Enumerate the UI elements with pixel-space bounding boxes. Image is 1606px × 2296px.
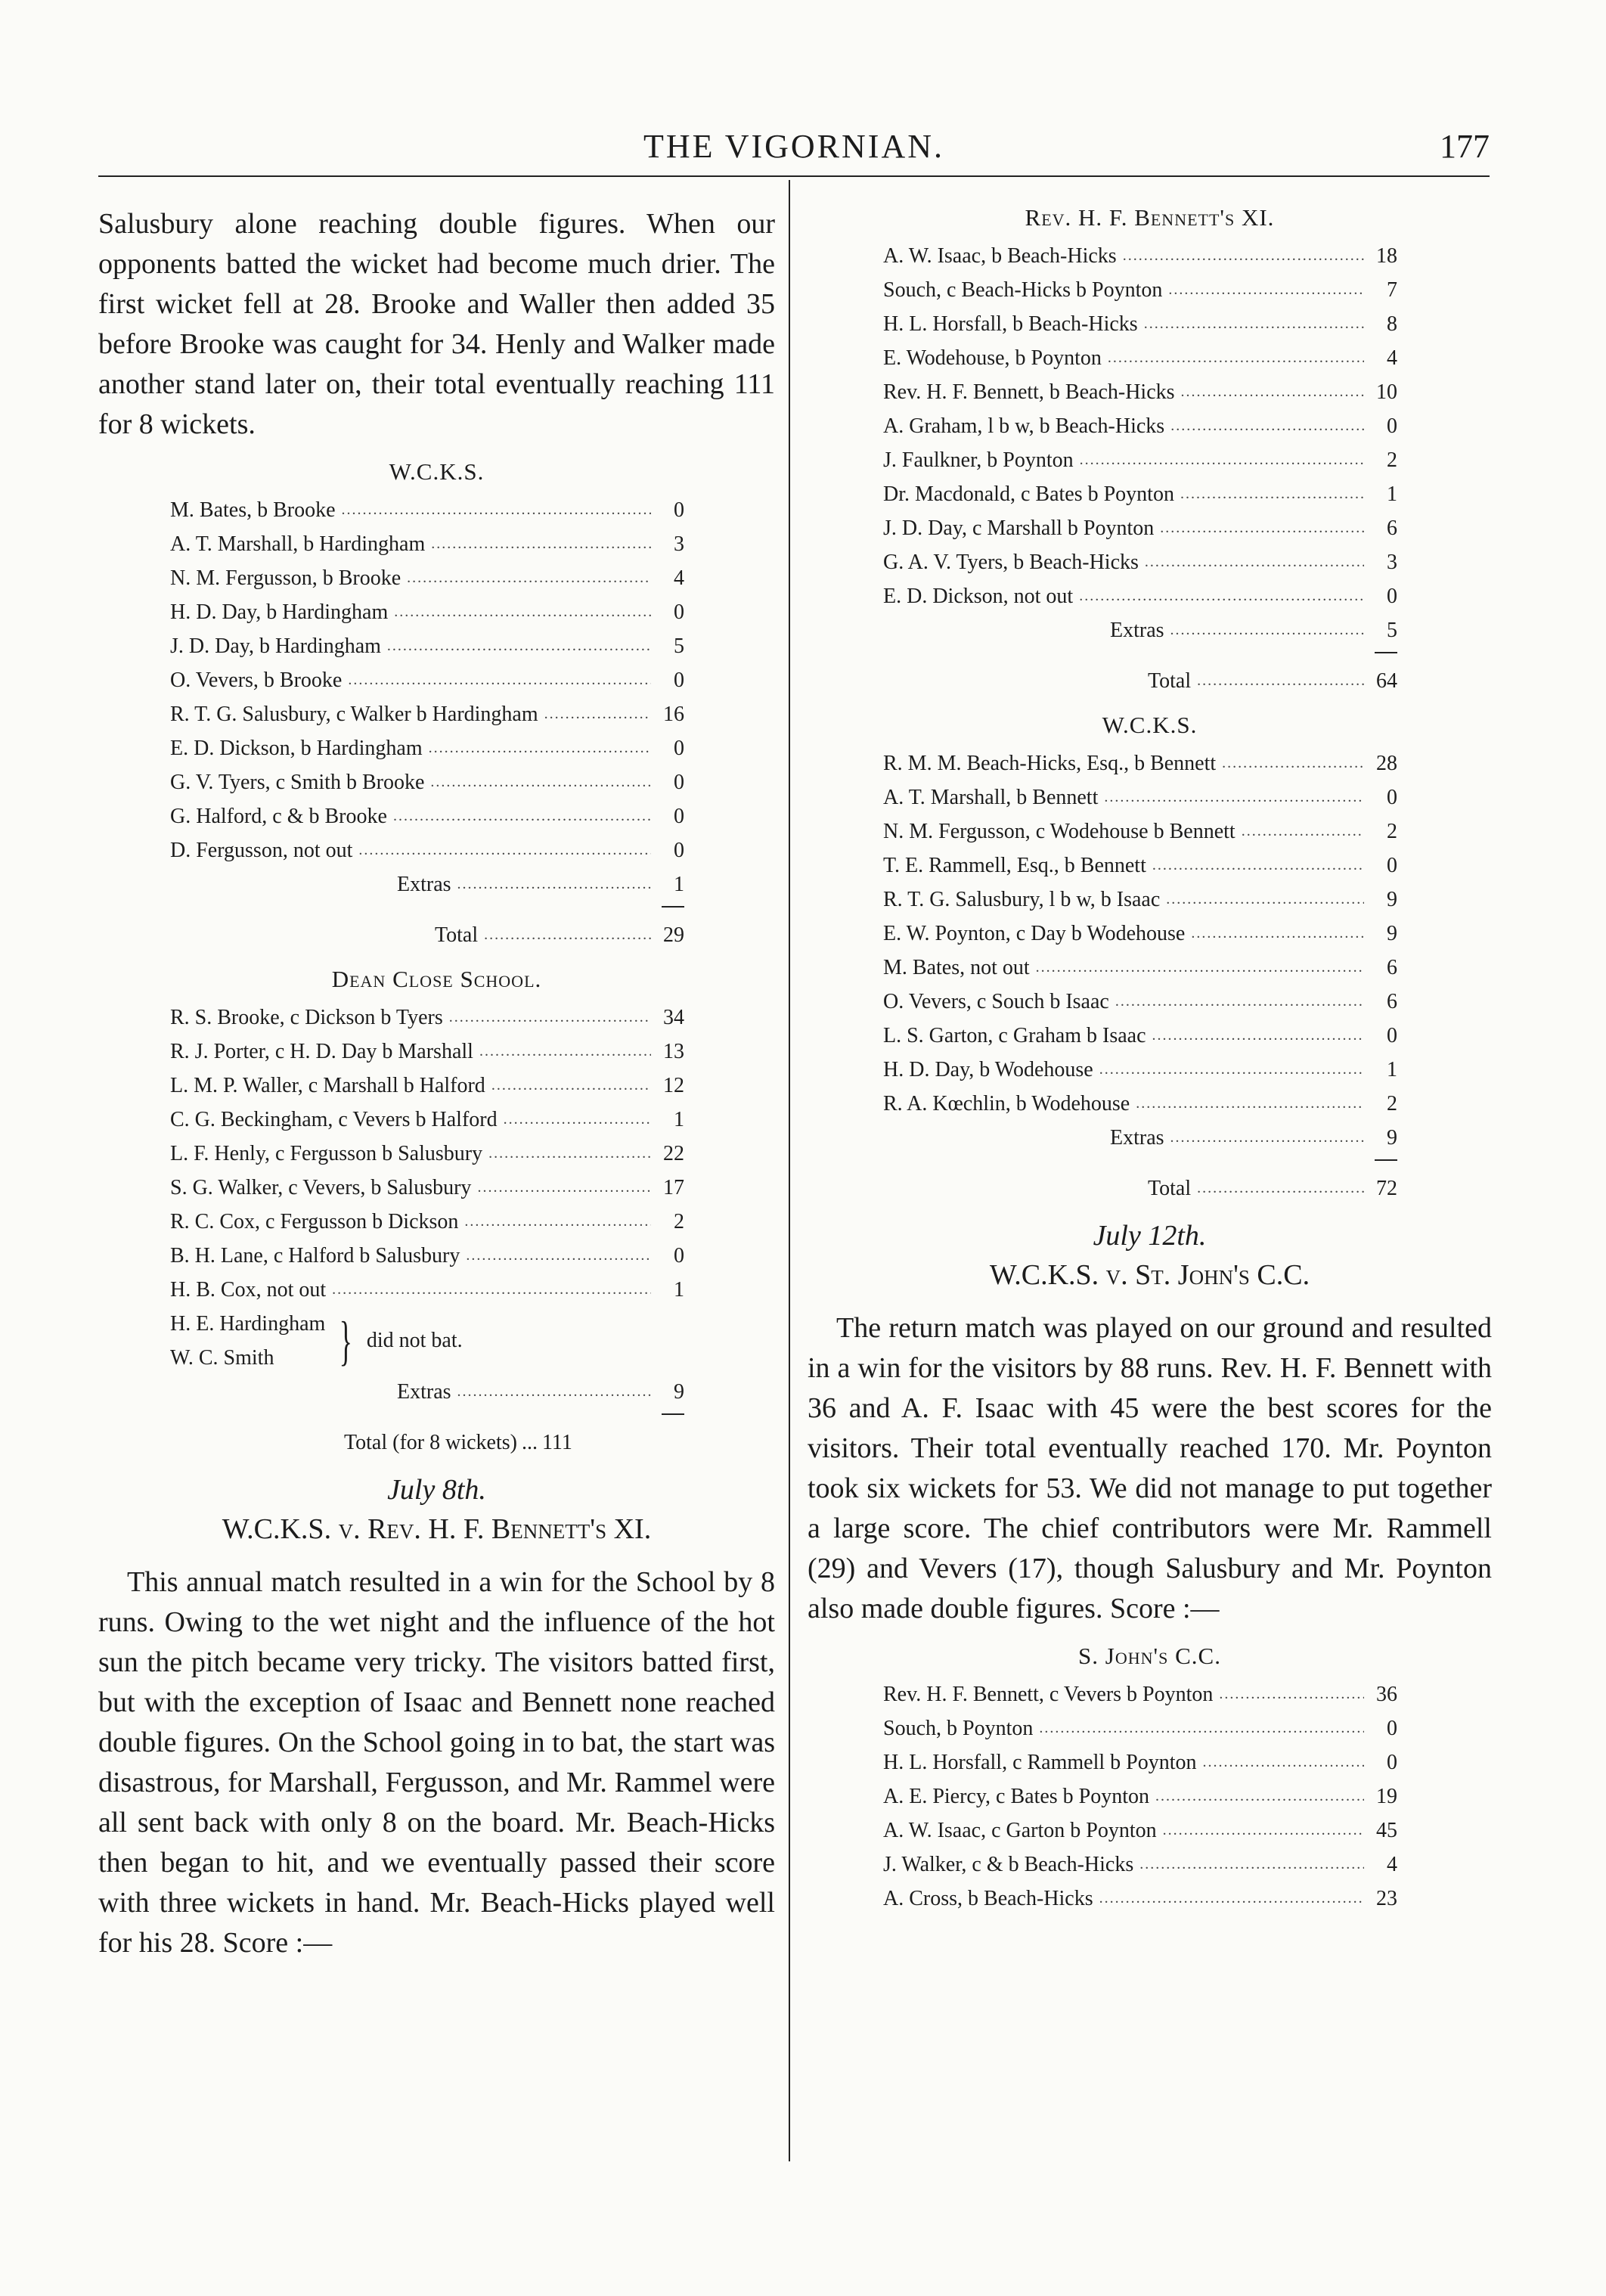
batting-row [883,917,1397,951]
batting-row [883,780,1397,814]
batsman-dismissal: O. Vevers, b Brooke [170,669,343,692]
extras-row: Extras ..... 9 [170,1375,684,1409]
runs-scored: 7 [1387,278,1397,302]
leader-dots [1144,307,1364,341]
batting-row [170,561,684,595]
match2-date: July 8th. [387,1474,486,1506]
leader-dots [1160,511,1364,545]
leader-dots [1219,1677,1364,1711]
extras-row: Extras ..... 5 [883,613,1397,647]
runs-scored: 1 [1387,1058,1397,1081]
leader-dots [1166,883,1364,917]
runs-scored: 0 [674,669,684,692]
batting-row [883,1882,1397,1916]
total-row: Total (for 8 wickets) ... 111 [344,1431,572,1454]
brace-glyph: } [339,1311,353,1371]
runs-scored: 9 [1387,888,1397,911]
runs-scored: 6 [1387,956,1397,979]
batting-row [883,239,1397,273]
batting-row [170,1273,684,1307]
dcs-scorecard [170,1001,684,1460]
runs-scored: 0 [674,498,684,522]
batting-row [883,814,1397,849]
leader-dots [1168,273,1364,307]
batsman-dismissal: L. S. Garton, c Graham b Isaac [883,1024,1146,1047]
sum-rule [1375,652,1397,664]
dnb-label: did not bat. [366,1329,463,1352]
running-header [98,121,1490,177]
batting-row [883,1745,1397,1779]
batsman-dismissal: A. T. Marshall, b Bennett [883,786,1099,809]
leader-dots [1099,1882,1364,1916]
leader-dots [1079,579,1364,613]
leader-dots [431,527,651,561]
runs-scored: 0 [1387,1717,1397,1740]
sum-rule [662,906,684,918]
batsman-dismissal: G. A. V. Tyers, b Beach-Hicks [883,551,1139,574]
batsman-dismissal: S. G. Walker, c Vevers, b Salusbury [170,1176,472,1199]
runs-scored: 16 [663,703,684,726]
batting-row [883,307,1397,341]
leader-dots [1180,477,1364,511]
match2-title: W.C.K.S. v. Rev. H. F. Bennett's XI. [222,1513,652,1545]
bennett-scorecard [883,239,1397,698]
leader-dots [1155,1779,1364,1814]
leader-dots [1152,1019,1364,1053]
batsman-dismissal: R. S. Brooke, c Dickson b Tyers [170,1006,443,1029]
batting-row [170,1103,684,1137]
leader-dots [1099,1053,1364,1087]
runs-scored: 10 [1376,380,1397,404]
match2-paragraph: This annual match resulted in a win for the School by 8 runs. Owing to the wet night and the influence of the hot sun the pitch became very tricky. The visitors batted first, but with the exception of Isaac and Bennett none reached double figures. On the School going in to bat, the start was disastrous, for Marshall, Fergusson, and Mr. Rammel were all sent back with only 8 on the board. Mr. Beach-Hicks then began to hit, and we eventually passed their score with three wickets in hand. Mr. Beach-Hicks played well for his 28. Score :— [98,1566,775,1959]
runs-scored: 8 [1387,312,1397,336]
batsman-dismissal: E. Wodehouse, b Poynton [883,346,1102,370]
batsman-dismissal: L. M. P. Waller, c Marshall b Halford [170,1074,485,1097]
batting-row [883,477,1397,511]
runs-scored: 13 [663,1040,684,1063]
batsman-dismissal: J. Faulkner, b Poynton [883,448,1074,472]
runs-scored: 0 [1387,1024,1397,1047]
right-column [808,204,1492,1916]
sjcc-innings-heading: S. John's C.C. [1078,1643,1221,1669]
batsman-dismissal: E. W. Poynton, c Day b Wodehouse [883,922,1186,945]
runs-scored: 6 [1387,517,1397,540]
batsman-dismissal: R. T. G. Salusbury, c Walker b Hardingham [170,703,538,726]
leader-dots [491,1069,651,1103]
total-row: Total ..... 72 [883,1171,1397,1205]
wcks-innings2-heading: W.C.K.S. [1102,712,1198,738]
wcks-innings-heading: W.C.K.S. [389,458,485,485]
sjcc-scorecard [883,1677,1397,1916]
batsman-dismissal: H. L. Horsfall, c Rammell b Poynton [883,1751,1197,1774]
leader-dots [1152,849,1364,883]
batsman-dismissal: A. Graham, l b w, b Beach-Hicks [883,414,1165,438]
runs-scored: 1 [674,1108,684,1131]
leader-dots [1115,985,1364,1019]
batsman-dismissal: G. V. Tyers, c Smith b Brooke [170,771,425,794]
batsman-dismissal: E. D. Dickson, b Hardingham [170,737,423,760]
batsman-dismissal: J. Walker, c & b Beach-Hicks [883,1853,1134,1876]
batsman-dismissal: D. Fergusson, not out [170,839,353,862]
runs-scored: 22 [663,1142,684,1165]
batsman-dismissal: C. G. Beckingham, c Vevers b Halford [170,1108,498,1131]
batting-row [883,511,1397,545]
leader-dots [1104,780,1364,814]
batting-row [170,1171,684,1205]
runs-scored: 3 [1387,551,1397,574]
batsman-dismissal: T. E. Rammell, Esq., b Bennett [883,854,1146,877]
batsman-dismissal: L. F. Henly, c Fergusson b Salusbury [170,1142,483,1165]
total-row: Total ..... 29 [170,918,684,952]
batsman-dismissal: A. W. Isaac, b Beach-Hicks [883,244,1117,268]
batting-row [883,1814,1397,1848]
leader-dots [1181,375,1364,409]
runs-scored: 36 [1376,1683,1397,1706]
batting-row [170,731,684,765]
leader-dots [488,1137,651,1171]
batsman-dismissal: N. M. Fergusson, b Brooke [170,566,402,590]
batting-row [883,883,1397,917]
runs-scored: 19 [1376,1785,1397,1808]
match3-title: W.C.K.S. v. St. John's C.C. [989,1259,1310,1291]
batting-row [170,595,684,629]
batsman-dismissal: R. T. G. Salusbury, l b w, b Isaac [883,888,1161,911]
batting-row [883,1019,1397,1053]
batting-row [170,799,684,833]
leader-dots [332,1273,651,1307]
leader-dots [1203,1745,1364,1779]
batsman-dismissal: O. Vevers, c Souch b Isaac [883,990,1109,1013]
batsman-dismissal: N. M. Fergusson, c Wodehouse b Bennett [883,820,1236,843]
leader-dots [348,663,651,697]
match3-date: July 12th. [1093,1220,1207,1252]
leader-dots [429,731,651,765]
runs-scored: 2 [1387,1092,1397,1115]
batsman-dismissal: R. J. Porter, c H. D. Day b Marshall [170,1040,473,1063]
leader-dots [1191,917,1364,951]
batting-row [170,493,684,527]
runs-scored: 0 [1387,786,1397,809]
batting-row [170,527,684,561]
dnb-name: H. E. Hardingham [170,1312,326,1336]
runs-scored: 9 [1387,922,1397,945]
batting-row [170,697,684,731]
runs-scored: 2 [1387,820,1397,843]
batsman-dismissal: H. B. Cox, not out [170,1278,327,1302]
runs-scored: 5 [674,635,684,658]
batting-row [883,1848,1397,1882]
page-number: 177 [1440,128,1490,165]
batsman-dismissal: E. D. Dickson, not out [883,585,1074,608]
leader-dots [1136,1087,1364,1121]
batting-row [883,545,1397,579]
batsman-dismissal: A. W. Isaac, c Garton b Poynton [883,1819,1157,1842]
column-divider [789,180,790,2161]
batting-row [170,1069,684,1103]
batsman-dismissal: H. D. Day, b Hardingham [170,600,389,624]
batting-row [170,1035,684,1069]
sum-rule [662,1413,684,1426]
batting-row [170,765,684,799]
batsman-dismissal: A. Cross, b Beach-Hicks [883,1887,1093,1910]
runs-scored: 12 [663,1074,684,1097]
batting-row [883,273,1397,307]
runs-scored: 0 [674,839,684,862]
runs-scored: 0 [674,600,684,624]
sum-rule [1375,1159,1397,1171]
batsman-dismissal: R. C. Cox, c Fergusson b Dickson [170,1210,459,1233]
match3-paragraph: The return match was played on our ground and resulted in a win for the visitors by 88 runs. Rev. H. F. Bennett with 36 and A. F. Isaac with 45 were the best scores for the visitors. Their total eventually reached 170. Mr. Poynton took six wickets for 53. We did not manage to put together a large score. The chief contributors were Mr. Rammell (29) and Vevers (17), though Salusbury and Mr. Poynton also made double figures. Score :— [808,1312,1492,1624]
runs-scored: 0 [1387,854,1397,877]
runs-scored: 0 [674,805,684,828]
runs-scored: 28 [1376,752,1397,775]
runs-scored: 4 [1387,346,1397,370]
batting-row [883,579,1397,613]
extras-row: Extras ..... 1 [170,867,684,901]
leader-dots [387,629,651,663]
batsman-dismissal: Rev. H. F. Bennett, b Beach-Hicks [883,380,1175,404]
wcks-scorecard [170,493,684,952]
batting-row [883,1711,1397,1745]
running-title: THE VIGORNIAN. [643,128,945,165]
batting-row [170,833,684,867]
batsman-dismissal: Souch, c Beach-Hicks b Poynton [883,278,1163,302]
batting-row [883,849,1397,883]
batting-row [883,375,1397,409]
runs-scored: 34 [663,1006,684,1029]
dcs-innings-heading: Dean Close School. [331,966,542,992]
leader-dots [1123,239,1364,273]
batsman-dismissal: Souch, b Poynton [883,1717,1034,1740]
runs-scored: 2 [674,1210,684,1233]
leader-dots [1108,341,1364,375]
runs-scored: 1 [1387,482,1397,506]
batsman-dismissal: J. D. Day, b Hardingham [170,635,381,658]
runs-scored: 18 [1376,244,1397,268]
runs-scored: 1 [674,1278,684,1302]
batsman-dismissal: M. Bates, b Brooke [170,498,336,522]
batsman-dismissal: R. M. M. Beach-Hicks, Esq., b Bennett [883,752,1217,775]
left-column [98,204,775,1963]
runs-scored: 45 [1376,1819,1397,1842]
leader-dots [504,1103,651,1137]
batting-row [883,341,1397,375]
total-row: Total ..... 64 [883,664,1397,698]
leader-dots [1145,545,1364,579]
batting-row [883,985,1397,1019]
batsman-dismissal: A. E. Piercy, c Bates b Poynton [883,1785,1150,1808]
dnb-name: W. C. Smith [170,1346,274,1370]
batsman-dismissal: Dr. Macdonald, c Bates b Poynton [883,482,1174,506]
runs-scored: 0 [674,1244,684,1267]
batting-row [170,1239,684,1273]
did-not-bat-block [170,1307,684,1375]
runs-scored: 4 [1387,1853,1397,1876]
batsman-dismissal: M. Bates, not out [883,956,1030,979]
batting-row [883,1087,1397,1121]
leader-dots [407,561,651,595]
leader-dots [1163,1814,1364,1848]
runs-scored: 2 [1387,448,1397,472]
runs-scored: 0 [1387,414,1397,438]
leader-dots [393,799,651,833]
leader-dots [464,1205,651,1239]
batting-row [883,1677,1397,1711]
runs-scored: 0 [1387,1751,1397,1774]
batsman-dismissal: B. H. Lane, c Halford b Salusbury [170,1244,460,1267]
leader-dots [477,1171,651,1205]
batsman-dismissal: J. D. Day, c Marshall b Poynton [883,517,1155,540]
leader-dots [1242,814,1364,849]
leader-dots [1039,1711,1364,1745]
extras-row: Extras ..... 9 [883,1121,1397,1155]
batting-row [170,1205,684,1239]
leader-dots [466,1239,651,1273]
batting-row [883,1779,1397,1814]
bennett-innings-heading: Rev. H. F. Bennett's XI. [1025,204,1275,231]
leader-dots [1222,746,1364,780]
batting-row [170,663,684,697]
leader-dots [394,595,651,629]
batting-row [883,1053,1397,1087]
batting-row [170,1137,684,1171]
runs-scored: 17 [663,1176,684,1199]
batsman-dismissal: H. L. Horsfall, b Beach-Hicks [883,312,1138,336]
leader-dots [1139,1848,1364,1882]
runs-scored: 0 [674,771,684,794]
runs-scored: 0 [1387,585,1397,608]
batting-row [883,746,1397,780]
runs-scored: 23 [1376,1887,1397,1910]
batsman-dismissal: G. Halford, c & b Brooke [170,805,387,828]
leader-dots [449,1001,651,1035]
leader-dots [342,493,651,527]
leader-dots [1170,409,1364,443]
batsman-dismissal: R. A. Kœchlin, b Wodehouse [883,1092,1130,1115]
runs-scored: 0 [674,737,684,760]
leader-dots [430,765,651,799]
leader-dots [544,697,651,731]
intro-paragraph: Salusbury alone reaching double figures. When our opponents batted the wicket had become much drier. The first wicket fell at 28. Brooke and Waller then added 35 before Brooke was caught for 34. Henly and Walker made another stand later on, their total eventually reaching 111 for 8 wickets. [98,208,775,440]
batting-row [170,629,684,663]
leader-dots [1036,951,1364,985]
batsman-dismissal: H. D. Day, b Wodehouse [883,1058,1093,1081]
batsman-dismissal: A. T. Marshall, b Hardingham [170,532,426,556]
runs-scored: 6 [1387,990,1397,1013]
runs-scored: 3 [674,532,684,556]
batting-row [883,951,1397,985]
batting-row [170,1001,684,1035]
runs-scored: 4 [674,566,684,590]
batting-row [883,443,1397,477]
batting-row [883,409,1397,443]
wcks2-scorecard [883,746,1397,1205]
leader-dots [358,833,651,867]
leader-dots [1080,443,1364,477]
batsman-dismissal: Rev. H. F. Bennett, c Vevers b Poynton [883,1683,1214,1706]
leader-dots [479,1035,651,1069]
